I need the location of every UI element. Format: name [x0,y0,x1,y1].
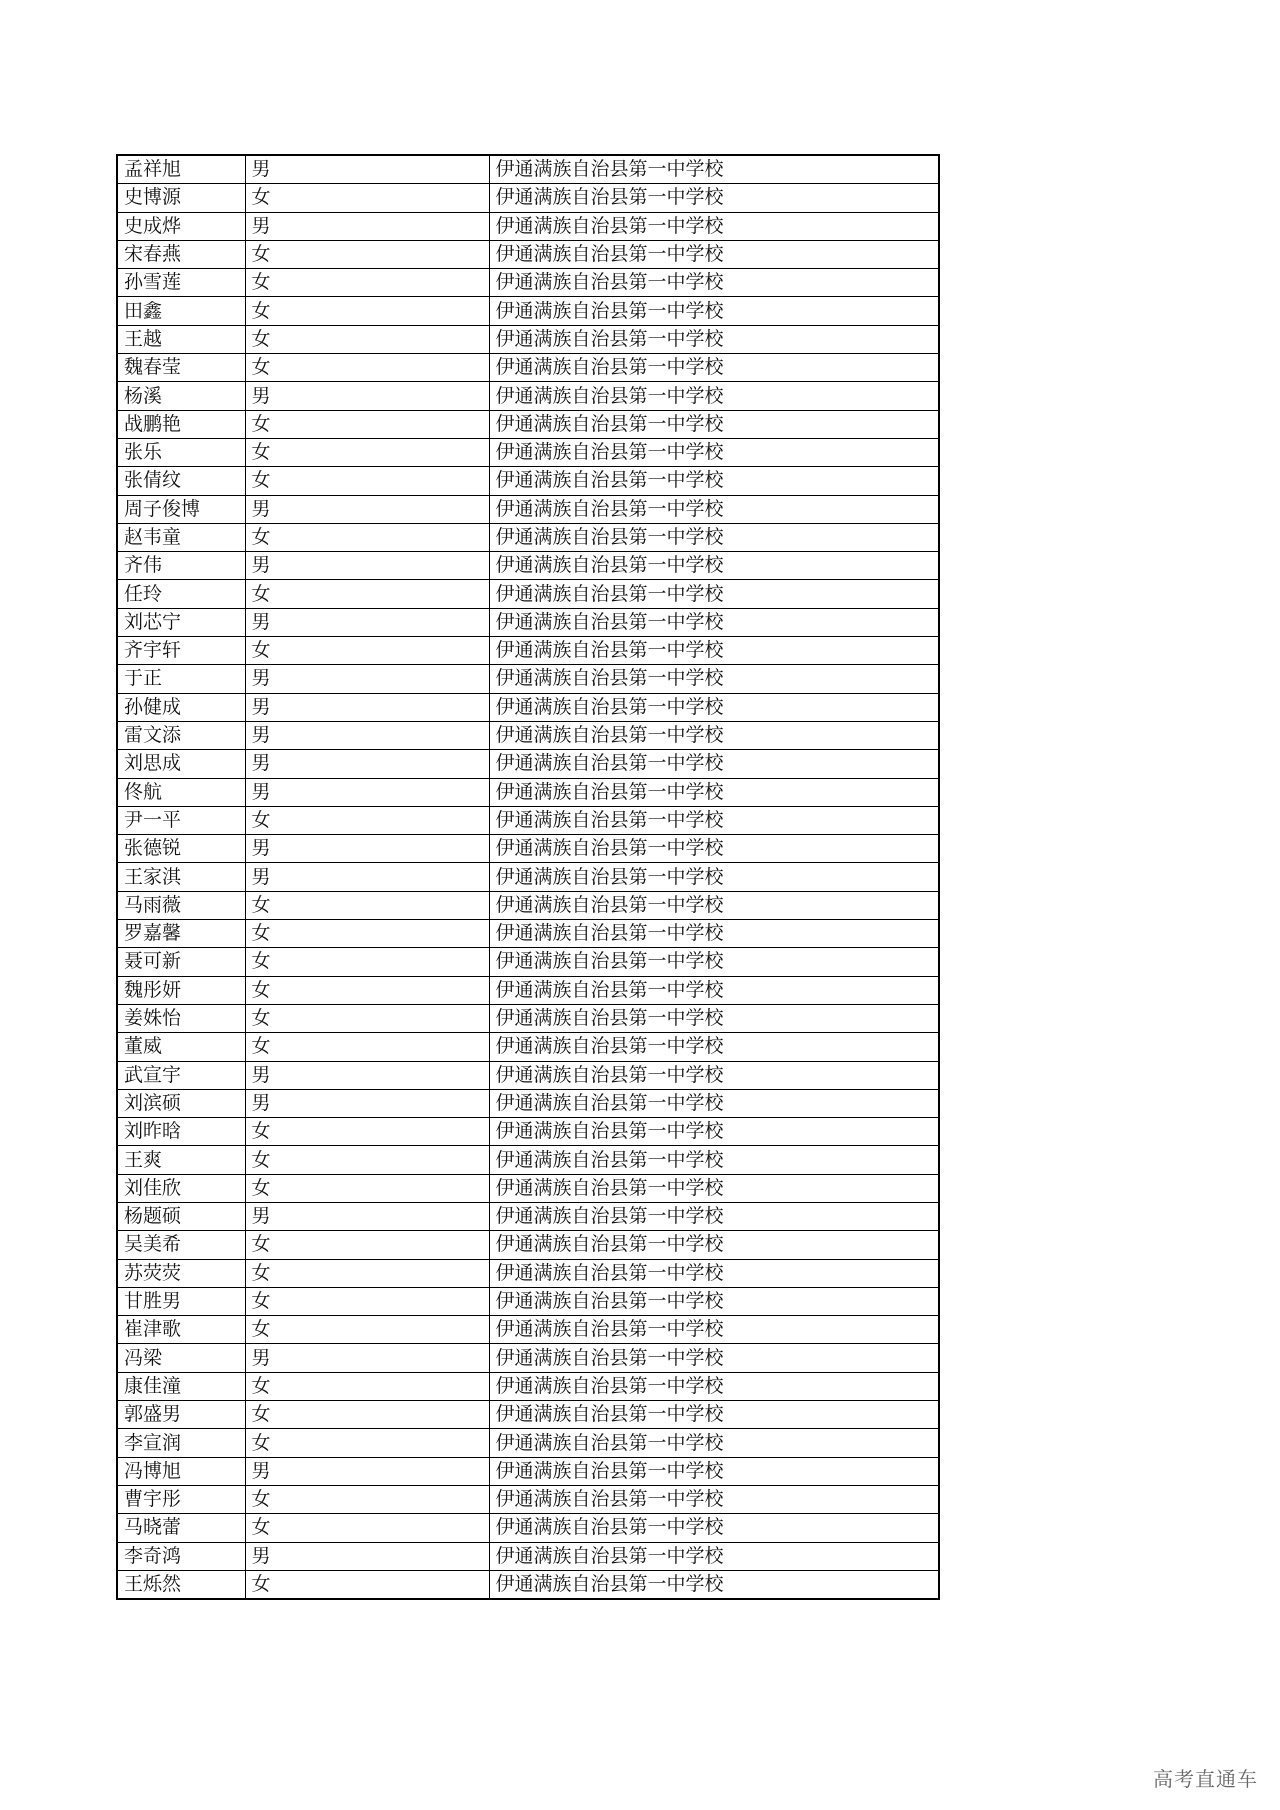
table-row [117,1004,939,1032]
table-row [117,637,939,665]
student-gender-cell: 女 [245,920,489,948]
student-school-cell: 伊通满族自治县第一中学校 [489,438,939,466]
student-school-cell: 伊通满族自治县第一中学校 [489,1316,939,1344]
student-gender-cell: 女 [245,948,489,976]
student-gender-cell: 男 [245,552,489,580]
table-row [117,1061,939,1089]
table-row [117,863,939,891]
student-school-cell: 伊通满族自治县第一中学校 [489,1514,939,1542]
student-gender-cell: 男 [245,665,489,693]
student-gender-cell: 男 [245,863,489,891]
student-school-cell: 伊通满族自治县第一中学校 [489,1401,939,1429]
student-school-cell: 伊通满族自治县第一中学校 [489,1231,939,1259]
table-row [117,212,939,240]
student-name-cell: 姜姝怡 [117,1004,245,1032]
student-school-cell: 伊通满族自治县第一中学校 [489,552,939,580]
student-gender-cell: 女 [245,1429,489,1457]
table-row [117,891,939,919]
table-row [117,721,939,749]
student-name-cell: 雷文添 [117,721,245,749]
student-school-cell: 伊通满族自治县第一中学校 [489,835,939,863]
watermark: 高考直通车 [1153,1767,1258,1791]
student-gender-cell: 女 [245,1287,489,1315]
student-name-cell: 田鑫 [117,297,245,325]
student-school-cell: 伊通满族自治县第一中学校 [489,1429,939,1457]
student-gender-cell: 女 [245,1118,489,1146]
table-row [117,1485,939,1513]
table-row [117,1089,939,1117]
student-school-cell: 伊通满族自治县第一中学校 [489,523,939,551]
student-name-cell: 孙雪莲 [117,269,245,297]
student-school-cell: 伊通满族自治县第一中学校 [489,948,939,976]
student-name-cell: 冯梁 [117,1344,245,1372]
student-school-cell: 伊通满族自治县第一中学校 [489,410,939,438]
student-name-cell: 杨溪 [117,382,245,410]
student-gender-cell: 女 [245,1514,489,1542]
student-gender-cell: 女 [245,1372,489,1400]
student-school-cell: 伊通满族自治县第一中学校 [489,1004,939,1032]
student-name-cell: 战鹏艳 [117,410,245,438]
student-name-cell: 王爽 [117,1146,245,1174]
student-school-cell: 伊通满族自治县第一中学校 [489,1259,939,1287]
student-gender-cell: 女 [245,438,489,466]
student-name-cell: 董威 [117,1033,245,1061]
student-name-cell: 罗嘉馨 [117,920,245,948]
student-school-cell: 伊通满族自治县第一中学校 [489,297,939,325]
student-gender-cell: 女 [245,354,489,382]
student-name-cell: 于正 [117,665,245,693]
student-school-cell: 伊通满族自治县第一中学校 [489,1570,939,1599]
student-gender-cell: 男 [245,778,489,806]
student-name-cell: 魏彤妍 [117,976,245,1004]
student-school-cell: 伊通满族自治县第一中学校 [489,240,939,268]
student-gender-cell: 女 [245,1174,489,1202]
student-gender-cell: 女 [245,240,489,268]
student-gender-cell: 女 [245,637,489,665]
student-gender-cell: 男 [245,693,489,721]
table-row [117,1457,939,1485]
student-gender-cell: 男 [245,1457,489,1485]
table-row [117,325,939,353]
student-gender-cell: 男 [245,1344,489,1372]
table-row [117,354,939,382]
table-row [117,1033,939,1061]
student-school-cell: 伊通满族自治县第一中学校 [489,1174,939,1202]
table-row [117,552,939,580]
student-gender-cell: 女 [245,1259,489,1287]
student-name-cell: 齐宇轩 [117,637,245,665]
student-name-cell: 王家淇 [117,863,245,891]
student-gender-cell: 男 [245,1542,489,1570]
student-school-cell: 伊通满族自治县第一中学校 [489,693,939,721]
table-row [117,1372,939,1400]
student-gender-cell: 女 [245,1401,489,1429]
student-name-cell: 吴美希 [117,1231,245,1259]
student-school-cell: 伊通满族自治县第一中学校 [489,269,939,297]
student-name-cell: 王越 [117,325,245,353]
table-row [117,1316,939,1344]
student-name-cell: 刘昨晗 [117,1118,245,1146]
student-school-cell: 伊通满族自治县第一中学校 [489,1061,939,1089]
table-row [117,438,939,466]
student-name-cell: 周子俊博 [117,495,245,523]
student-gender-cell: 女 [245,1485,489,1513]
student-name-cell: 宋春燕 [117,240,245,268]
table-row [117,778,939,806]
student-school-cell: 伊通满族自治县第一中学校 [489,721,939,749]
table-row [117,269,939,297]
student-school-cell: 伊通满族自治县第一中学校 [489,1118,939,1146]
student-name-cell: 聂可新 [117,948,245,976]
student-gender-cell: 男 [245,835,489,863]
roster-body [117,155,939,1599]
student-gender-cell: 男 [245,750,489,778]
student-name-cell: 甘胜男 [117,1287,245,1315]
student-gender-cell: 女 [245,1231,489,1259]
student-school-cell: 伊通满族自治县第一中学校 [489,580,939,608]
table-row [117,1259,939,1287]
table-row [117,693,939,721]
student-gender-cell: 女 [245,1004,489,1032]
table-row [117,665,939,693]
table-row [117,1542,939,1570]
student-name-cell: 马晓蕾 [117,1514,245,1542]
student-name-cell: 孙健成 [117,693,245,721]
student-name-cell: 刘芯宁 [117,608,245,636]
student-name-cell: 史成烨 [117,212,245,240]
student-school-cell: 伊通满族自治县第一中学校 [489,155,939,184]
student-name-cell: 张倩纹 [117,467,245,495]
student-name-cell: 魏春莹 [117,354,245,382]
table-row [117,410,939,438]
student-name-cell: 马雨薇 [117,891,245,919]
student-school-cell: 伊通满族自治县第一中学校 [489,665,939,693]
student-school-cell: 伊通满族自治县第一中学校 [489,495,939,523]
student-school-cell: 伊通满族自治县第一中学校 [489,1202,939,1230]
student-gender-cell: 男 [245,608,489,636]
table-row [117,155,939,184]
student-gender-cell: 女 [245,297,489,325]
student-name-cell: 刘思成 [117,750,245,778]
table-row [117,1570,939,1599]
student-school-cell: 伊通满族自治县第一中学校 [489,863,939,891]
table-row [117,920,939,948]
student-name-cell: 尹一平 [117,806,245,834]
student-school-cell: 伊通满族自治县第一中学校 [489,1457,939,1485]
table-row [117,580,939,608]
student-name-cell: 齐伟 [117,552,245,580]
student-school-cell: 伊通满族自治县第一中学校 [489,1344,939,1372]
table-row [117,184,939,212]
table-row [117,1344,939,1372]
student-name-cell: 武宣宇 [117,1061,245,1089]
student-school-cell: 伊通满族自治县第一中学校 [489,1542,939,1570]
student-gender-cell: 男 [245,1089,489,1117]
student-name-cell: 张乐 [117,438,245,466]
student-school-cell: 伊通满族自治县第一中学校 [489,382,939,410]
student-name-cell: 李奇鸿 [117,1542,245,1570]
student-name-cell: 冯博旭 [117,1457,245,1485]
student-gender-cell: 女 [245,976,489,1004]
student-gender-cell: 女 [245,467,489,495]
student-name-cell: 杨题硕 [117,1202,245,1230]
table-row [117,806,939,834]
student-school-cell: 伊通满族自治县第一中学校 [489,750,939,778]
student-school-cell: 伊通满族自治县第一中学校 [489,1485,939,1513]
student-gender-cell: 女 [245,891,489,919]
student-gender-cell: 男 [245,155,489,184]
student-school-cell: 伊通满族自治县第一中学校 [489,184,939,212]
student-gender-cell: 女 [245,410,489,438]
student-gender-cell: 男 [245,382,489,410]
student-gender-cell: 女 [245,1316,489,1344]
student-name-cell: 郭盛男 [117,1401,245,1429]
student-name-cell: 张德锐 [117,835,245,863]
student-gender-cell: 男 [245,1202,489,1230]
table-row [117,1401,939,1429]
student-gender-cell: 女 [245,523,489,551]
table-row [117,835,939,863]
student-gender-cell: 女 [245,184,489,212]
table-row [117,948,939,976]
student-name-cell: 史博源 [117,184,245,212]
student-gender-cell: 女 [245,269,489,297]
student-name-cell: 康佳潼 [117,1372,245,1400]
student-school-cell: 伊通满族自治县第一中学校 [489,354,939,382]
table-row [117,240,939,268]
student-gender-cell: 女 [245,1033,489,1061]
student-gender-cell: 男 [245,721,489,749]
student-school-cell: 伊通满族自治县第一中学校 [489,891,939,919]
student-school-cell: 伊通满族自治县第一中学校 [489,976,939,1004]
table-row [117,608,939,636]
table-row [117,1514,939,1542]
student-name-cell: 苏荧荧 [117,1259,245,1287]
student-school-cell: 伊通满族自治县第一中学校 [489,325,939,353]
student-school-cell: 伊通满族自治县第一中学校 [489,212,939,240]
student-roster-table [116,154,940,1600]
student-school-cell: 伊通满族自治县第一中学校 [489,1089,939,1117]
student-name-cell: 孟祥旭 [117,155,245,184]
student-gender-cell: 女 [245,325,489,353]
student-name-cell: 曹宇彤 [117,1485,245,1513]
student-name-cell: 赵韦童 [117,523,245,551]
student-school-cell: 伊通满族自治县第一中学校 [489,1287,939,1315]
table-row [117,1174,939,1202]
table-row [117,297,939,325]
table-row [117,467,939,495]
student-school-cell: 伊通满族自治县第一中学校 [489,1372,939,1400]
student-name-cell: 李宣润 [117,1429,245,1457]
table-row [117,750,939,778]
student-name-cell: 刘佳欣 [117,1174,245,1202]
student-gender-cell: 女 [245,806,489,834]
student-school-cell: 伊通满族自治县第一中学校 [489,1146,939,1174]
table-row [117,523,939,551]
student-gender-cell: 女 [245,1146,489,1174]
student-gender-cell: 男 [245,495,489,523]
student-name-cell: 王烁然 [117,1570,245,1599]
table-row [117,976,939,1004]
student-school-cell: 伊通满族自治县第一中学校 [489,608,939,636]
student-school-cell: 伊通满族自治县第一中学校 [489,806,939,834]
table-row [117,1231,939,1259]
table-row [117,1146,939,1174]
student-school-cell: 伊通满族自治县第一中学校 [489,1033,939,1061]
table-row [117,1429,939,1457]
student-name-cell: 刘滨硕 [117,1089,245,1117]
table-row [117,1202,939,1230]
student-gender-cell: 男 [245,212,489,240]
student-name-cell: 佟航 [117,778,245,806]
student-name-cell: 崔津歌 [117,1316,245,1344]
student-school-cell: 伊通满族自治县第一中学校 [489,637,939,665]
table-row [117,495,939,523]
student-gender-cell: 女 [245,580,489,608]
student-school-cell: 伊通满族自治县第一中学校 [489,467,939,495]
student-gender-cell: 男 [245,1061,489,1089]
student-name-cell: 任玲 [117,580,245,608]
student-school-cell: 伊通满族自治县第一中学校 [489,778,939,806]
table-row [117,1287,939,1315]
student-school-cell: 伊通满族自治县第一中学校 [489,920,939,948]
student-gender-cell: 女 [245,1570,489,1599]
table-row [117,1118,939,1146]
table-row [117,382,939,410]
